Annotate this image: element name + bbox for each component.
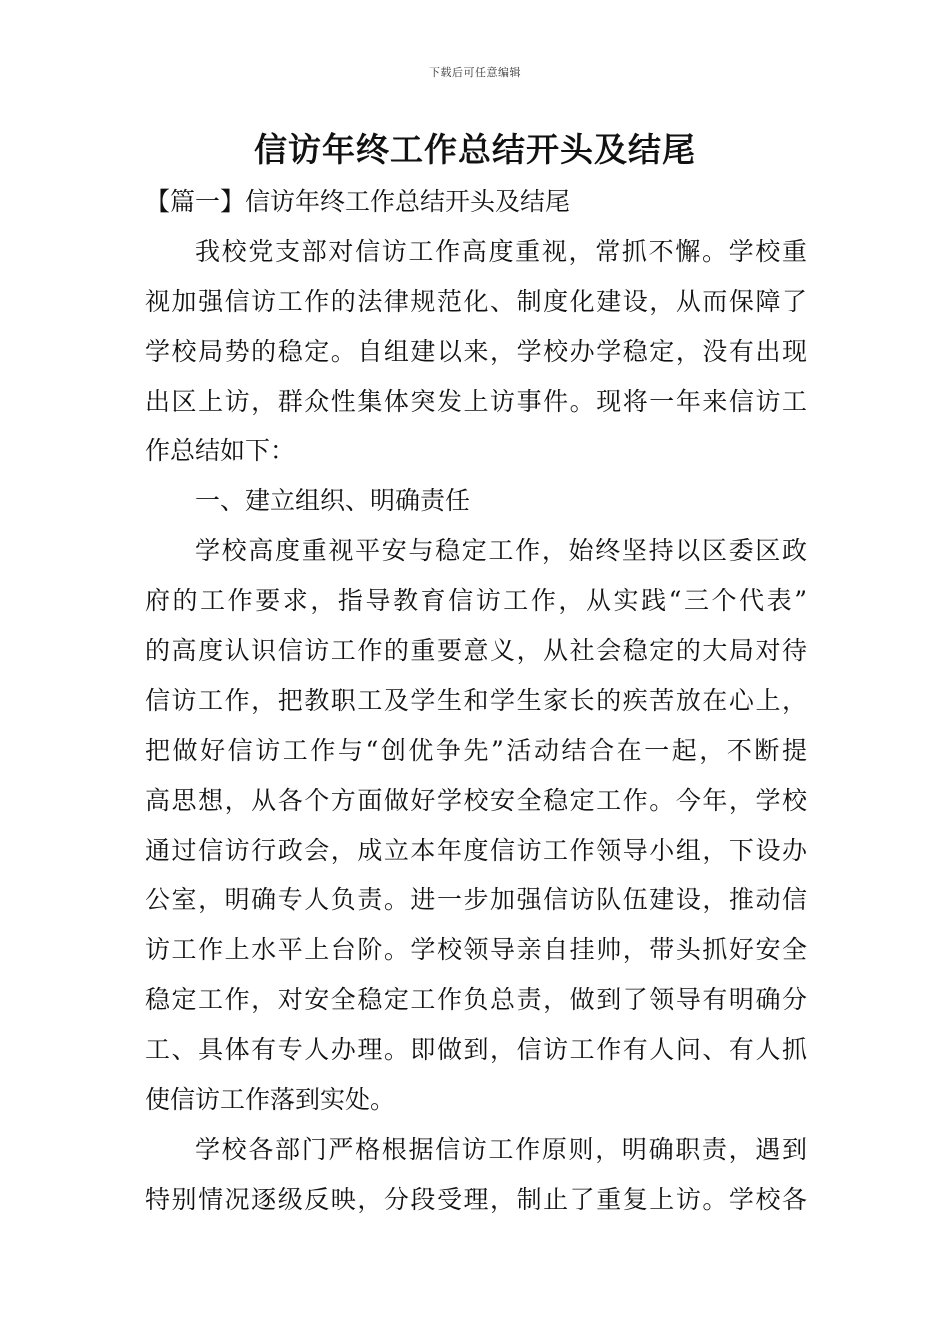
paragraph-line: 信访工作，把教职工及学生和学生家长的疾苦放在心上， xyxy=(145,685,807,715)
paragraph-line: 作总结如下： xyxy=(145,436,296,466)
paragraph-line: 府的工作要求，指导教育信访工作，从实践“三个代表” xyxy=(145,586,807,616)
paragraph-line: 访工作上水平上台阶。学校领导亲自挂帅，带头抓好安全 xyxy=(145,935,807,965)
paragraph-line: 学校高度重视平安与稳定工作，始终坚持以区委区政 xyxy=(195,536,807,566)
header-note: 下载后可任意编辑 xyxy=(429,66,521,79)
paragraph-line: 把做好信访工作与“创优争先”活动结合在一起，不断提 xyxy=(145,735,807,765)
paragraph-line: 学校各部门严格根据信访工作原则，明确职责，遇到 xyxy=(195,1134,807,1164)
paragraph-line: 通过信访行政会，成立本年度信访工作领导小组，下设办 xyxy=(145,835,807,865)
paragraph-line: 稳定工作，对安全稳定工作负总责，做到了领导有明确分 xyxy=(145,985,807,1015)
paragraph-line: 公室，明确专人负责。进一步加强信访队伍建设，推动信 xyxy=(145,885,807,915)
paragraph-line: 学校局势的稳定。自组建以来，学校办学稳定，没有出现 xyxy=(145,336,807,366)
paragraph-line: 的高度认识信访工作的重要意义，从社会稳定的大局对待 xyxy=(145,636,807,666)
document-body xyxy=(145,177,807,1225)
paragraph-line: 工、具体有专人办理。即做到，信访工作有人问、有人抓 xyxy=(145,1035,807,1065)
section-heading: 【篇一】信访年终工作总结开头及结尾 xyxy=(145,187,571,216)
paragraph-line: 我校党支部对信访工作高度重视，常抓不懈。学校重 xyxy=(195,236,807,266)
paragraph-line: 视加强信访工作的法律规范化、制度化建设，从而保障了 xyxy=(145,286,807,316)
paragraph-line: 出区上访，群众性集体突发上访事件。现将一年来信访工 xyxy=(145,386,807,416)
paragraph-line: 特别情况逐级反映，分段受理，制止了重复上访。学校各 xyxy=(145,1184,807,1214)
document-title: 信访年终工作总结开头及结尾 xyxy=(254,130,696,169)
paragraph-line: 高思想，从各个方面做好学校安全稳定工作。今年，学校 xyxy=(145,785,807,815)
paragraph-line: 使信访工作落到实处。 xyxy=(145,1085,396,1115)
subsection-heading: 一、建立组织、明确责任 xyxy=(195,486,471,516)
